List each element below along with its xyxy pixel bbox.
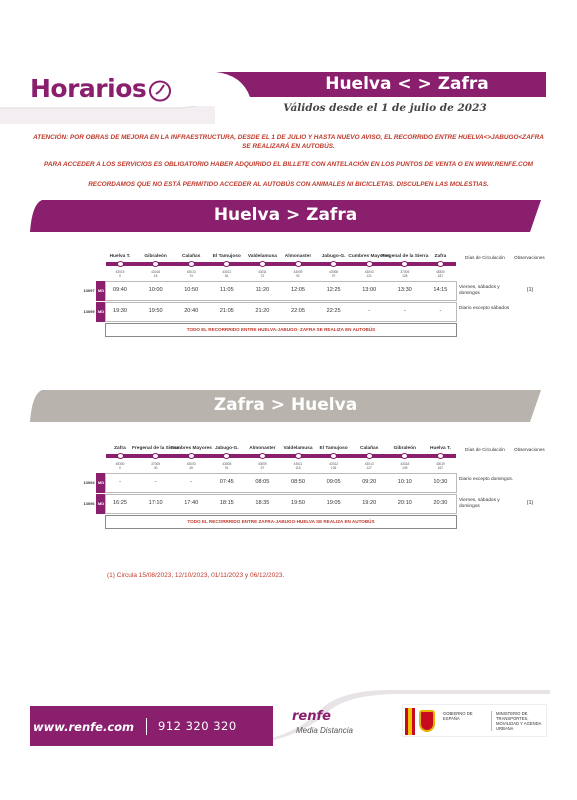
station-marker (188, 261, 195, 267)
station-name: Huelva T. (429, 445, 451, 451)
station-km: 127 (366, 466, 372, 470)
renfe-logo: renfe (292, 709, 331, 724)
station-name: Jabugo-G. (321, 253, 346, 259)
station-name: Fregenal de la Sierra (131, 445, 180, 451)
train-number: 13094 (83, 480, 95, 485)
departure-time: - (368, 308, 371, 314)
departure-time: - (190, 479, 193, 485)
outbound-section-title: Huelva > Zafra (213, 205, 358, 225)
departure-time: - (154, 479, 157, 485)
departure-time: 20:10 (397, 500, 412, 506)
station-name: Almonaster (249, 445, 276, 451)
station-marker (366, 261, 373, 267)
station-marker (437, 453, 444, 459)
station-km: 167 (437, 466, 444, 470)
station-code: 45300 (115, 462, 125, 466)
departure-time: 09:05 (326, 479, 341, 485)
train-number: 13096 (83, 501, 95, 506)
footer-contact-bar (30, 706, 273, 746)
station-code: 43008 (222, 462, 232, 466)
station-km: 149 (402, 466, 408, 470)
station-marker (117, 261, 124, 267)
departure-time: 12:05 (291, 287, 305, 293)
renfe-subtitle: Media Distancia (296, 726, 353, 735)
station-marker (152, 261, 159, 267)
departure-time: 19:05 (326, 500, 341, 506)
departure-time: - (403, 308, 406, 314)
circulation-days: Viernes, sábados y domingos (459, 498, 500, 509)
departure-time: - (119, 479, 121, 485)
station-name: Gibraleón (144, 253, 167, 259)
station-marker (295, 453, 302, 459)
station-name: Jabugo-G. (214, 445, 239, 451)
departure-time: 19:50 (291, 500, 305, 506)
station-code: 43019 (115, 270, 125, 274)
station-code: 37005 (400, 270, 410, 274)
station-name: Zafra (114, 445, 126, 451)
departure-time: 17:10 (148, 500, 163, 506)
station-km: 0 (119, 274, 121, 278)
departure-time: 11:20 (255, 287, 270, 293)
station-code: 37005 (151, 462, 161, 466)
station-km: 128 (402, 274, 408, 278)
observations-header: Observaciones (514, 447, 545, 452)
station-name: Calañas (359, 445, 379, 451)
station-marker (259, 261, 266, 267)
departure-time: 14:15 (433, 287, 448, 293)
station-code: 43013 (364, 462, 374, 466)
service-type-badge: MD (96, 302, 106, 322)
ministry-label: MINISTERIO DE TRANSPORTES, MOVILIDAD Y AGENDA URBANA (491, 711, 546, 731)
animals-notice: RECORDAMOS QUE NO ESTÁ PERMITIDO ACCEDER AL AUTOBÚS CON ANIMALES NI BICICLETAS. DISCULPEN LAS MOLESTIAS. (88, 181, 489, 188)
days-header: Días de Circulación (465, 255, 505, 260)
departure-time: 16:25 (113, 500, 127, 506)
works-notice: ATENCIÓN: POR OBRAS DE MEJORA EN LA INFRAESTRUCTURA, DESDE EL 1 DE JULIO Y HASTA NUEVO AVISO, EL RECORRIDO ENTRE HUELVA<>JABUGO<ZAFRA SE REALIZARÁ EN AUTOBÚS. (33, 134, 544, 150)
station-km: 18 (153, 274, 158, 278)
departure-time: 13:00 (362, 287, 377, 293)
station-code: 43018 (400, 462, 410, 466)
clock-icon (148, 79, 172, 103)
station-marker (152, 453, 159, 459)
station-name: Valdelamusa (247, 253, 277, 259)
station-name: Cumbres Mayores (348, 253, 390, 259)
train-number: 13097 (83, 288, 95, 293)
station-km: 126 (330, 466, 337, 470)
ticket-notice: PARA ACCEDER A LOS SERVICIOS ES OBLIGATORIO HABER ADQUIRIDO EL BILLETE CON ANTELACIÓN EN LOS PUNTOS DE VENTA O EN WWW.RENFE.COM (44, 161, 533, 168)
station-name: El Tamujoso (212, 253, 241, 259)
departure-time: 10:10 (397, 479, 412, 485)
station-name: Calañas (181, 253, 201, 259)
website-link[interactable]: www.renfe.com (33, 720, 135, 734)
service-type-badge: MD (96, 281, 106, 301)
station-code: 43019 (435, 462, 445, 466)
station-km: 97 (260, 466, 265, 470)
observation-mark: (1) (526, 287, 534, 293)
departure-time: 08:05 (255, 479, 270, 485)
service-type-badge: MD (96, 494, 106, 514)
station-marker (188, 453, 195, 459)
spain-flag-icon (405, 708, 415, 735)
station-code: 43011 (258, 270, 267, 274)
bus-note: TODO EL RECORRRIDO ENTRE ZAFRA-JABUGO-HUELVA SE REALIZA EN AUTOBÚS (105, 515, 457, 529)
departure-time: 19:20 (362, 500, 377, 506)
station-marker (223, 261, 230, 267)
page-title: Horarios (30, 74, 147, 103)
validity-text: Válidos desde el 1 de julio de 2023 (283, 102, 487, 114)
station-name: El Tamujoso (319, 445, 348, 451)
departure-time: 10:30 (433, 479, 448, 485)
departure-time: 10:00 (148, 287, 163, 293)
station-km: 115 (295, 466, 301, 470)
station-code: 43003 (364, 270, 374, 274)
circulation-days: Viernes, sábados y domingos (459, 285, 500, 296)
station-km: 81 (225, 274, 229, 278)
station-code: 43011 (293, 462, 303, 466)
station-km: 40 (153, 466, 158, 470)
departure-time: 19:50 (148, 308, 163, 314)
departure-time: 18:35 (255, 500, 270, 506)
station-km: 74 (189, 274, 193, 278)
departure-time: 12:25 (326, 287, 341, 293)
station-name: Fregenal de la Sierra (381, 253, 429, 259)
station-km: 121 (366, 274, 372, 278)
station-code: 43009 (293, 270, 303, 274)
station-code: 43018 (151, 270, 161, 274)
departure-time: 21:05 (219, 308, 234, 314)
government-label: GOBIERNO DE ESPAÑA (443, 711, 473, 721)
station-km: 91 (225, 466, 229, 470)
station-km: 72 (260, 274, 265, 278)
station-km: 0 (119, 466, 121, 470)
header-swoosh (0, 106, 215, 124)
station-code: 43009 (257, 462, 267, 466)
departure-time: 13:30 (397, 287, 412, 293)
departure-time: 10:50 (184, 287, 199, 293)
departure-time: 18:15 (219, 500, 234, 506)
coat-of-arms-icon (419, 710, 435, 732)
bus-note: TODO EL RECORRRIDO ENTRE HUELVA-JABUGO- ZAFRA SE REALIZA EN AUTOBÚS (105, 323, 457, 337)
station-marker (295, 261, 302, 267)
station-name: Gibraleón (393, 445, 416, 451)
station-name: Zafra (434, 253, 447, 259)
footnote: (1) Circula 15/08/2023, 12/10/2023, 01/11/2023 y 06/12/2023. (107, 572, 285, 579)
days-header: Días de Circulación (465, 447, 505, 452)
station-marker (117, 453, 124, 459)
station-code: 45300 (435, 270, 445, 274)
departure-time: 08:50 (291, 479, 305, 485)
departure-time: - (439, 308, 442, 314)
station-code: 43003 (186, 462, 196, 466)
observation-mark: (1) (526, 500, 534, 506)
station-code: 43012 (222, 270, 232, 274)
station-code: 43012 (329, 462, 339, 466)
departure-time: 22:05 (291, 308, 305, 314)
station-name: Almonaster (284, 253, 312, 259)
circulation-days: Diario excepto sábados (459, 306, 510, 311)
departure-time: 11:05 (220, 287, 234, 293)
station-code: 43008 (329, 270, 339, 274)
train-number: 13099 (83, 309, 95, 314)
departure-time: 21:20 (255, 308, 270, 314)
station-marker (259, 453, 266, 459)
station-marker (330, 261, 337, 267)
departure-time: 22:25 (326, 308, 341, 314)
station-marker (330, 453, 337, 459)
station-marker (401, 261, 408, 267)
station-marker (366, 453, 373, 459)
departure-time: 09:20 (362, 479, 377, 485)
station-marker (223, 453, 230, 459)
government-logo (402, 704, 547, 737)
station-name: Huelva T. (109, 253, 131, 259)
station-km: 92 (296, 274, 300, 278)
observations-header: Observaciones (514, 255, 545, 260)
station-name: Cumbres Mayores (170, 445, 212, 451)
departure-time: 20:40 (184, 308, 199, 314)
departure-time: 19:30 (113, 308, 127, 314)
station-marker (401, 453, 408, 459)
station-name: Valdelamusa (283, 445, 313, 451)
station-code: 43013 (186, 270, 196, 274)
phone-number[interactable]: 912 320 320 (158, 719, 237, 733)
route-banner (216, 72, 546, 97)
circulation-days: Diario excepto domingos. (459, 477, 514, 482)
route-title: Huelva < > Zafra (325, 74, 489, 94)
departure-time: 17:40 (184, 500, 199, 506)
inbound-section-title: Zafra > Huelva (213, 395, 358, 415)
service-type-badge: MD (96, 473, 106, 493)
station-km: 187 (437, 274, 444, 278)
departure-time: 07:45 (219, 479, 234, 485)
station-km: 97 (331, 274, 336, 278)
departure-time: 09:40 (113, 287, 127, 293)
station-km: 45 (189, 466, 193, 470)
departure-time: 20:30 (433, 500, 448, 506)
station-marker (437, 261, 444, 267)
footer-separator (146, 718, 147, 735)
